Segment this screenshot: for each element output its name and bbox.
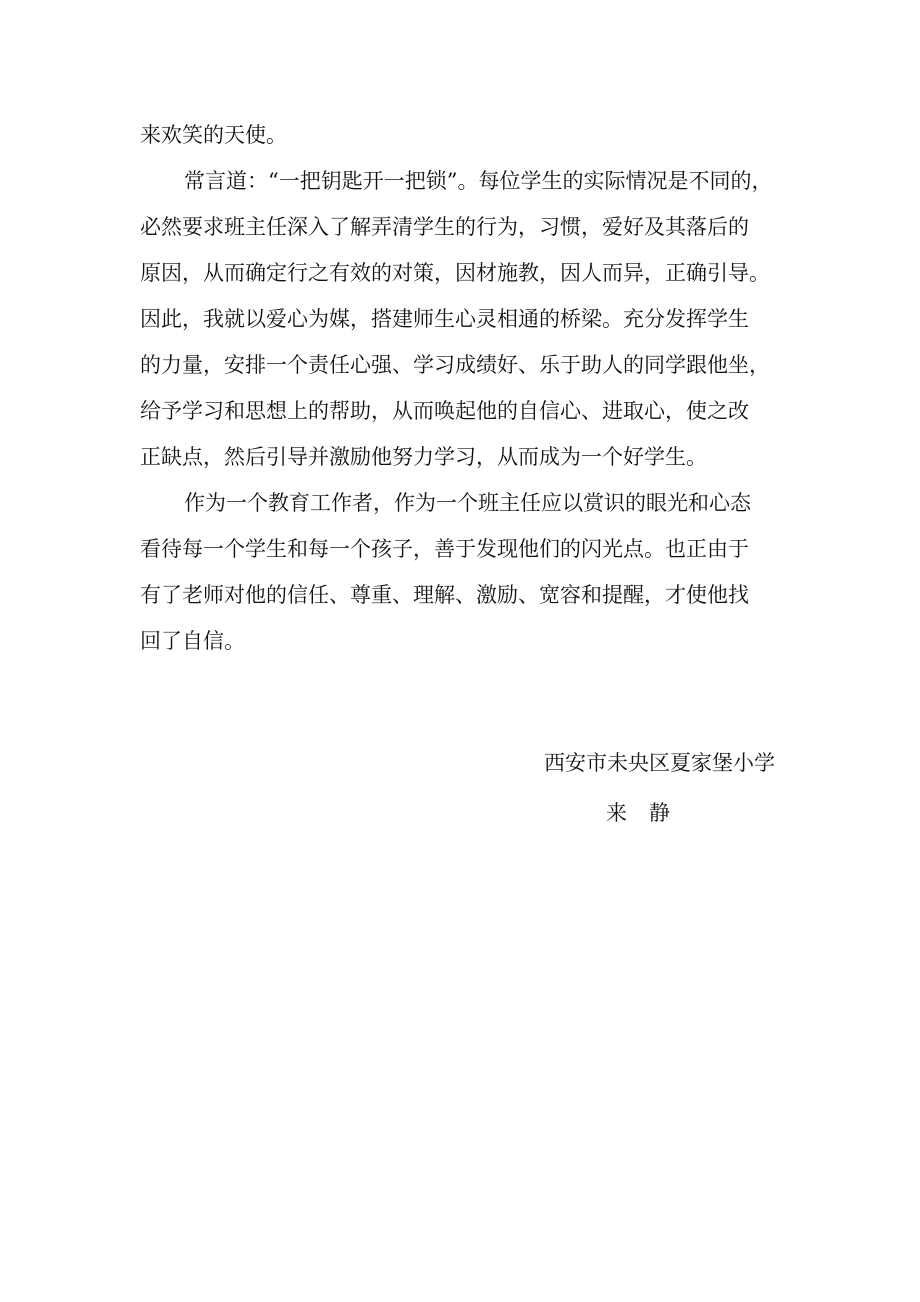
paragraph-start-line: 作为一个教育工作者，作为一个班主任应以赏识的眼光和心态 — [184, 491, 751, 515]
text-line: 必然要求班主任深入了解弄清学生的行为，习惯，爱好及其落后的 — [140, 215, 749, 239]
text-line: 的力量，安排一个责任心强、学习成绩好、乐于助人的同学跟他坐， — [140, 353, 770, 377]
signature-block — [544, 738, 804, 838]
signature-name — [544, 788, 804, 838]
text-line: 回了自信。 — [140, 629, 245, 653]
signature-school: 西安市未央区夏家堡小学 — [544, 751, 775, 775]
text-line: 看待每一个学生和每一个孩子，善于发现他们的闪光点。也正由于 — [140, 537, 749, 561]
text-line: 原因，从而确定行之有效的对策，因材施教，因人而异，正确引导。 — [140, 261, 770, 285]
text-line: 给予学习和思想上的帮助，从而唤起他的自信心、进取心，使之改 — [140, 399, 749, 423]
text-line: 正缺点，然后引导并激励他努力学习，从而成为一个好学生。 — [140, 445, 707, 469]
text-line: 因此，我就以爱心为媒，搭建师生心灵相通的桥梁。充分发挥学生 — [140, 307, 749, 331]
paragraph-start-line: 常言道：“一把钥匙开一把锁”。每位学生的实际情况是不同的， — [184, 169, 773, 193]
signature-name-second: 静 — [649, 801, 670, 825]
signature-name-first: 来 — [606, 801, 627, 825]
text-line: 有了老师对他的信任、尊重、理解、激励、宽容和提醒，才使他找 — [140, 583, 749, 607]
text-line: 来欢笑的天使。 — [140, 123, 287, 147]
document-body — [140, 112, 790, 664]
